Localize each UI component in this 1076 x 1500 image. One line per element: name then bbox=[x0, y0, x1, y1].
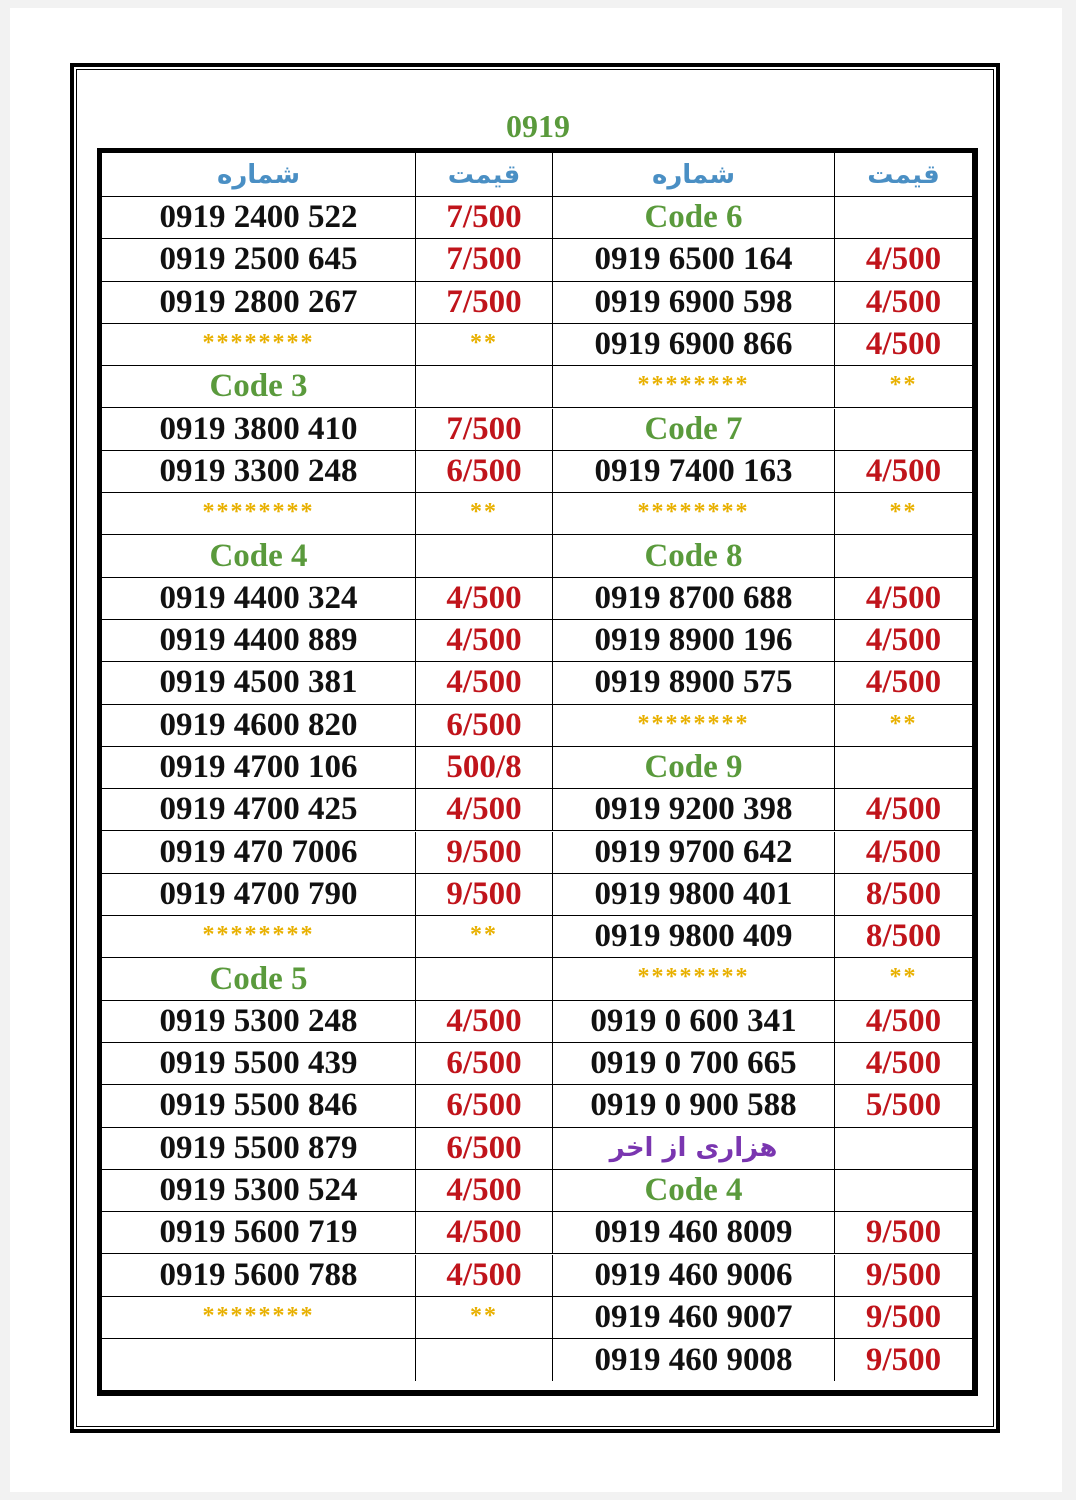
number-cell-right: 0919 2400 522 bbox=[102, 197, 416, 239]
number-cell-left: 0919 8900 575 bbox=[553, 662, 835, 704]
price-cell-left: 4/500 bbox=[835, 1001, 972, 1043]
number-cell-left: 0919 9200 398 bbox=[553, 789, 835, 831]
document-title: 0919 bbox=[506, 108, 570, 144]
number-cell-left: 0919 6900 866 bbox=[553, 324, 835, 366]
price-cell-left: 8/500 bbox=[835, 874, 972, 916]
number-cell-right: 0919 4700 790 bbox=[102, 874, 416, 916]
number-cell-right: 0919 4400 324 bbox=[102, 578, 416, 620]
empty-cell bbox=[835, 747, 972, 789]
separator-stars: ******** bbox=[553, 958, 835, 1000]
code-heading: Code 7 bbox=[553, 409, 835, 451]
number-cell-right: 0919 5600 788 bbox=[102, 1255, 416, 1297]
code-heading: Code 3 bbox=[102, 366, 416, 408]
number-cell-left: 0919 460 9008 bbox=[553, 1339, 835, 1381]
separator-stars: ** bbox=[835, 705, 972, 747]
number-cell-right: 0919 4700 425 bbox=[102, 789, 416, 831]
separator-stars: ******** bbox=[553, 366, 835, 408]
price-cell-right: 6/500 bbox=[416, 705, 553, 747]
price-cell-right: 4/500 bbox=[416, 620, 553, 662]
number-cell-right: 0919 5300 524 bbox=[102, 1170, 416, 1212]
separator-stars: ******** bbox=[102, 1297, 416, 1339]
code-heading: Code 4 bbox=[102, 535, 416, 577]
number-cell-right: 0919 5600 719 bbox=[102, 1212, 416, 1254]
number-cell-right: 0919 4500 381 bbox=[102, 662, 416, 704]
price-cell-left: 4/500 bbox=[835, 578, 972, 620]
price-cell-left: 9/500 bbox=[835, 1255, 972, 1297]
section-label: هزاری از اخر bbox=[553, 1128, 835, 1170]
column-header-price: قیمت bbox=[835, 153, 972, 197]
separator-stars: ******** bbox=[553, 493, 835, 535]
price-cell-left: 4/500 bbox=[835, 832, 972, 874]
separator-stars: ** bbox=[416, 324, 553, 366]
price-cell-right: 500/8 bbox=[416, 747, 553, 789]
separator-stars: ** bbox=[416, 1297, 553, 1339]
separator-stars: ** bbox=[416, 916, 553, 958]
price-cell-right: 7/500 bbox=[416, 282, 553, 324]
empty-cell bbox=[835, 1128, 972, 1170]
number-cell-left: 0919 0 600 341 bbox=[553, 1001, 835, 1043]
price-cell-right: 4/500 bbox=[416, 1212, 553, 1254]
empty-cell bbox=[416, 958, 553, 1000]
separator-stars: ** bbox=[835, 366, 972, 408]
code-heading: Code 8 bbox=[553, 535, 835, 577]
empty-cell bbox=[835, 535, 972, 577]
number-cell-left: 0919 9800 401 bbox=[553, 874, 835, 916]
price-cell-left: 4/500 bbox=[835, 324, 972, 366]
separator-stars: ******** bbox=[102, 493, 416, 535]
empty-cell bbox=[835, 1170, 972, 1212]
number-cell-right: 0919 2800 267 bbox=[102, 282, 416, 324]
price-cell-left: 4/500 bbox=[835, 282, 972, 324]
code-heading: Code 6 bbox=[553, 197, 835, 239]
price-cell-left: 4/500 bbox=[835, 239, 972, 281]
number-cell-left: 0919 7400 163 bbox=[553, 451, 835, 493]
price-cell-left: 4/500 bbox=[835, 620, 972, 662]
price-cell-right: 9/500 bbox=[416, 832, 553, 874]
price-cell-right: 7/500 bbox=[416, 239, 553, 281]
price-cell-right: 7/500 bbox=[416, 197, 553, 239]
column-header-price: قیمت bbox=[416, 153, 553, 197]
number-cell-left: 0919 6900 598 bbox=[553, 282, 835, 324]
price-cell-left: 5/500 bbox=[835, 1085, 972, 1127]
number-cell-right: 0919 5500 439 bbox=[102, 1043, 416, 1085]
empty-cell bbox=[102, 1339, 416, 1381]
number-cell-left: 0919 6500 164 bbox=[553, 239, 835, 281]
price-cell-left: 4/500 bbox=[835, 451, 972, 493]
price-cell-right: 4/500 bbox=[416, 1001, 553, 1043]
price-cell-left: 9/500 bbox=[835, 1212, 972, 1254]
price-cell-right: 4/500 bbox=[416, 1255, 553, 1297]
price-cell-left: 4/500 bbox=[835, 1043, 972, 1085]
number-cell-right: 0919 5500 879 bbox=[102, 1128, 416, 1170]
code-heading: Code 4 bbox=[553, 1170, 835, 1212]
separator-stars: ******** bbox=[102, 916, 416, 958]
price-table bbox=[97, 148, 978, 1396]
empty-cell bbox=[416, 1339, 553, 1381]
number-cell-right: 0919 4600 820 bbox=[102, 705, 416, 747]
price-cell-right: 4/500 bbox=[416, 578, 553, 620]
price-cell-right: 9/500 bbox=[416, 874, 553, 916]
number-cell-left: 0919 8700 688 bbox=[553, 578, 835, 620]
number-cell-right: 0919 3800 410 bbox=[102, 409, 416, 451]
number-cell-left: 0919 0 700 665 bbox=[553, 1043, 835, 1085]
price-cell-right: 4/500 bbox=[416, 789, 553, 831]
column-header-number: شماره bbox=[553, 153, 835, 197]
empty-cell bbox=[416, 366, 553, 408]
price-cell-right: 7/500 bbox=[416, 409, 553, 451]
price-cell-right: 4/500 bbox=[416, 662, 553, 704]
code-heading: Code 9 bbox=[553, 747, 835, 789]
number-cell-right: 0919 3300 248 bbox=[102, 451, 416, 493]
price-cell-left: 9/500 bbox=[865, 1341, 942, 1378]
separator-stars: ** bbox=[835, 493, 972, 535]
price-cell-right: 6/500 bbox=[416, 1043, 553, 1085]
number-cell-left: 0919 9700 642 bbox=[553, 832, 835, 874]
number-cell-left: 0919 0 900 588 bbox=[553, 1085, 835, 1127]
number-cell-right: 0919 4700 106 bbox=[102, 747, 416, 789]
number-cell-left: 0919 460 8009 bbox=[553, 1212, 835, 1254]
separator-stars: ** bbox=[835, 958, 972, 1000]
price-cell-left: 4/500 bbox=[835, 789, 972, 831]
number-cell-right: 0919 4400 889 bbox=[102, 620, 416, 662]
price-cell-right: 6/500 bbox=[416, 1085, 553, 1127]
price-cell-left: 4/500 bbox=[835, 662, 972, 704]
empty-cell bbox=[416, 535, 553, 577]
separator-stars: ******** bbox=[553, 705, 835, 747]
empty-cell bbox=[835, 197, 972, 239]
price-cell-left: 9/500 bbox=[835, 1297, 972, 1339]
price-cell-right: 4/500 bbox=[416, 1170, 553, 1212]
number-cell-left: 0919 8900 196 bbox=[553, 620, 835, 662]
price-cell-right: 6/500 bbox=[416, 451, 553, 493]
number-cell-right: 0919 2500 645 bbox=[102, 239, 416, 281]
separator-stars: ******** bbox=[102, 324, 416, 366]
column-header-number: شماره bbox=[102, 153, 416, 197]
price-cell-left: 8/500 bbox=[835, 916, 972, 958]
code-heading: Code 5 bbox=[102, 958, 416, 1000]
number-cell-right: 0919 470 7006 bbox=[102, 832, 416, 874]
separator-stars: ** bbox=[416, 493, 553, 535]
price-cell-right: 6/500 bbox=[416, 1128, 553, 1170]
number-cell-right: 0919 5500 846 bbox=[102, 1085, 416, 1127]
number-cell-left: 0919 460 9007 bbox=[553, 1297, 835, 1339]
number-cell-left: 0919 9800 409 bbox=[553, 916, 835, 958]
number-cell-right: 0919 5300 248 bbox=[102, 1001, 416, 1043]
number-cell-left: 0919 460 9006 bbox=[553, 1255, 835, 1297]
empty-cell bbox=[835, 409, 972, 451]
